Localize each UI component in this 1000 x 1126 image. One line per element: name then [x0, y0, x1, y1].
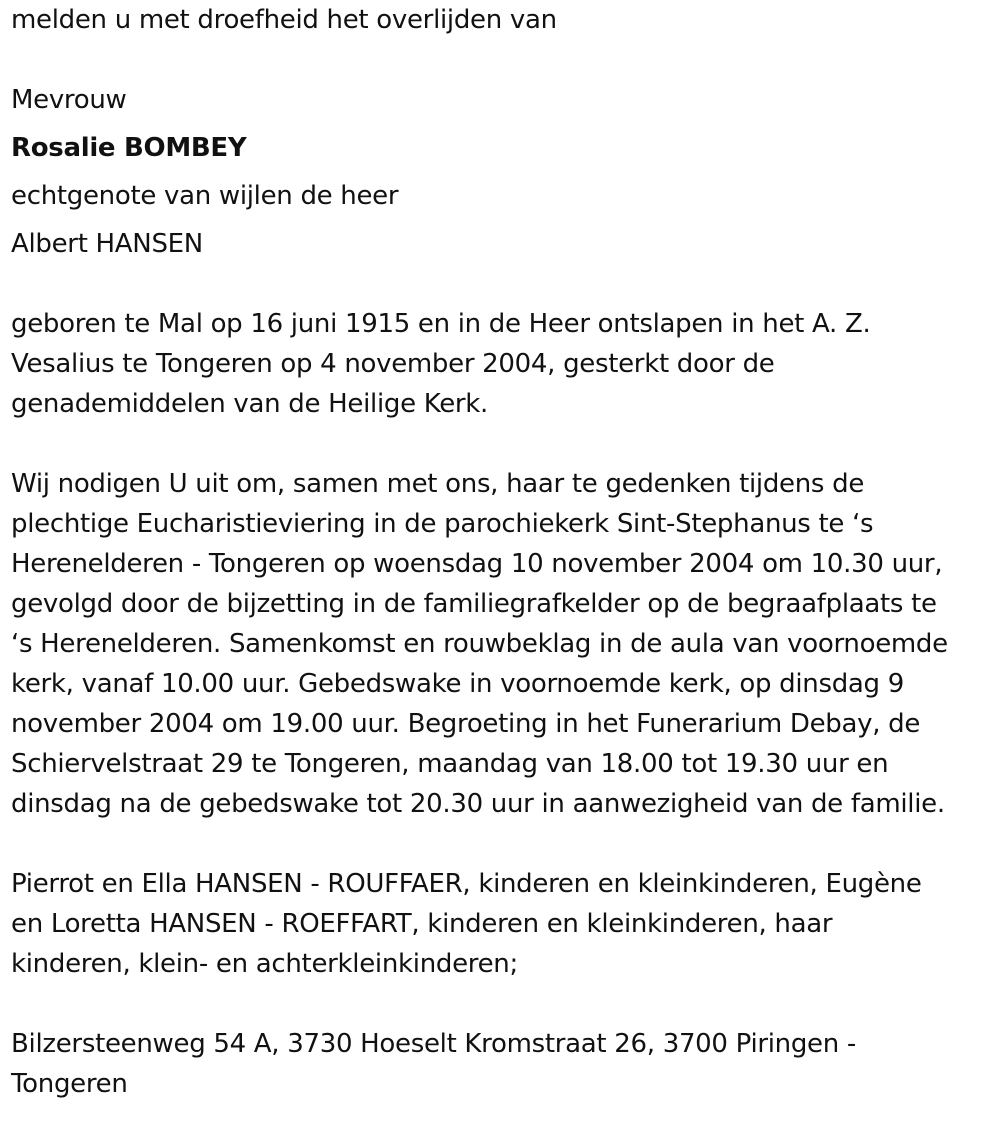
spouse-name: Albert HANSEN	[11, 229, 203, 259]
paragraph-line: Tongeren	[11, 1069, 128, 1099]
intro-text: melden u met droefheid het overlijden van	[11, 5, 557, 35]
paragraph-line: gevolgd door de bijzetting in de familiegrafkelder op de begraafplaats te	[11, 589, 937, 619]
paragraph-line: Pierrot en Ella HANSEN - ROUFFAER, kinderen en kleinkinderen, Eugène	[11, 869, 922, 899]
paragraph-line: plechtige Eucharistieviering in de parochiekerk Sint-Stephanus te ‘s	[11, 509, 874, 539]
paragraph-line: Bilzersteenweg 54 A, 3730 Hoeselt Kromstraat 26, 3700 Piringen -	[11, 1029, 856, 1059]
deceased-name: Rosalie BOMBEY	[11, 133, 247, 163]
paragraph-line: Vesalius te Tongeren op 4 november 2004, gesterkt door de	[11, 349, 775, 379]
paragraph-line: geboren te Mal op 16 juni 1915 en in de Heer ontslapen in het A. Z.	[11, 309, 871, 339]
paragraph-line: dinsdag na de gebedswake tot 20.30 uur in aanwezigheid van de familie.	[11, 789, 945, 819]
paragraph-line: genademiddelen van de Heilige Kerk.	[11, 389, 489, 419]
obituary-document	[11, 0, 993, 1104]
spacer	[11, 984, 993, 1024]
paragraph-line: en Loretta HANSEN - ROEFFART, kinderen en kleinkinderen, haar	[11, 909, 833, 939]
paragraph-line: november 2004 om 19.00 uur. Begroeting in het Funerarium Debay, de	[11, 709, 921, 739]
paragraph-line: kerk, vanaf 10.00 uur. Gebedswake in voornoemde kerk, op dinsdag 9	[11, 669, 904, 699]
paragraph-line: Wij nodigen U uit om, samen met ons, haar te gedenken tijdens de	[11, 469, 865, 499]
family-paragraph	[11, 864, 993, 984]
birth-death-paragraph	[11, 304, 993, 424]
spacer	[11, 424, 993, 464]
paragraph-line: ‘s Herenelderen. Samenkomst en rouwbeklag in de aula van voornoemde	[11, 629, 948, 659]
spacer	[11, 824, 993, 864]
invitation-paragraph	[11, 464, 993, 824]
spacer	[11, 40, 993, 80]
relation-text: echtgenote van wijlen de heer	[11, 181, 399, 211]
salutation: Mevrouw	[11, 85, 127, 115]
paragraph-line: kinderen, klein- en achterkleinkinderen;	[11, 949, 518, 979]
paragraph-line: Schiervelstraat 29 te Tongeren, maandag van 18.00 tot 19.30 uur en	[11, 749, 889, 779]
paragraph-line: Herenelderen - Tongeren op woensdag 10 november 2004 om 10.30 uur,	[11, 549, 943, 579]
deceased-block	[11, 80, 993, 264]
address-paragraph	[11, 1024, 993, 1104]
spacer	[11, 264, 993, 304]
